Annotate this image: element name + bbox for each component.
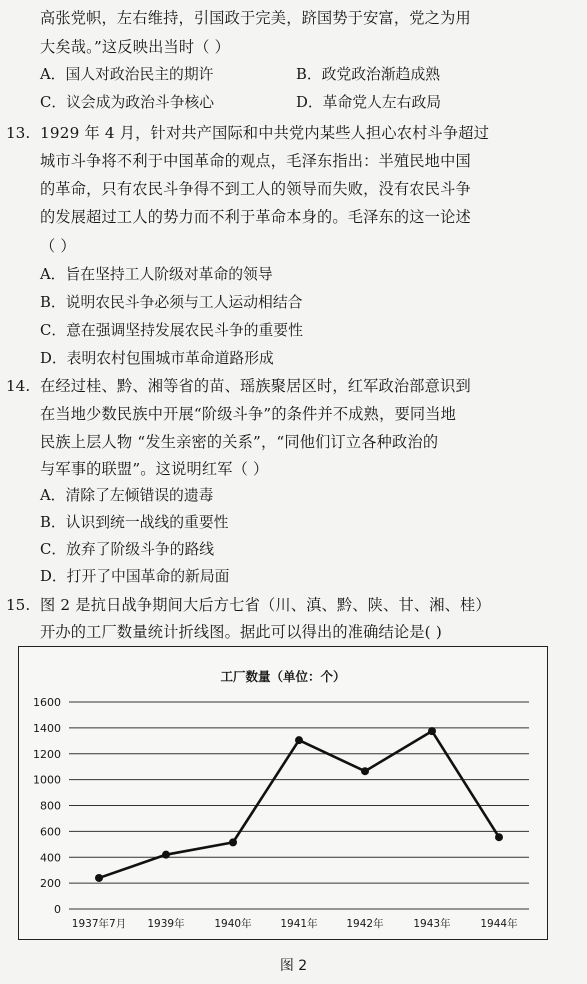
- q15-number: 15.: [6, 596, 31, 614]
- q13-answer-blank: （ ）: [40, 237, 76, 255]
- data-point: [229, 838, 237, 846]
- data-point: [495, 833, 503, 841]
- q13-number: 13.: [6, 124, 31, 142]
- q12-stem-line-2: 大矣哉。”这反映出当时（ ）: [40, 38, 231, 56]
- chart-x-axis-ticks: [72, 917, 518, 930]
- q13-option-d[interactable]: D．表明农村包围城市革命道路形成: [40, 350, 274, 367]
- q13-option-a[interactable]: A．旨在坚持工人阶级对革命的领导: [40, 266, 273, 283]
- q14-stem-line-3: 民族上层人物 “发生亲密的关系”，“同他们订立各种政治的: [40, 433, 439, 451]
- q14-option-b[interactable]: B．认识到统一战线的重要性: [40, 514, 229, 531]
- data-point: [295, 736, 303, 744]
- chart-title: 工厂数量（单位：个）: [220, 669, 346, 684]
- chart-gridlines: [69, 702, 529, 909]
- q13-option-c[interactable]: C．意在强调坚持发展农民斗争的重要性: [40, 322, 303, 339]
- q12-stem-line-1: 高张党帜，左右维持，引国政于完美，跻国势于安富，党之为用: [40, 9, 471, 27]
- y-tick-label: 1200: [33, 747, 61, 761]
- chart-y-axis-ticks: [33, 696, 61, 916]
- y-tick-label: 400: [40, 851, 61, 865]
- q14-option-d[interactable]: D．打开了中国革命的新局面: [40, 568, 230, 585]
- data-point: [361, 767, 369, 775]
- q14-stem-line-1: 在经过桂、黔、湘等省的苗、瑶族聚居区时，红军政治部意识到: [40, 377, 471, 395]
- q12-option-a[interactable]: A．国人对政治民主的期许: [40, 66, 214, 83]
- y-tick-label: 600: [40, 825, 61, 839]
- factory-count-chart: [18, 646, 548, 940]
- q14-number: 14.: [6, 377, 31, 395]
- x-tick-label: 1939年: [147, 918, 185, 930]
- y-tick-label: 1600: [33, 696, 61, 709]
- q14-stem-line-4: 与军事的联盟”。这说明红军（ ）: [40, 460, 269, 478]
- y-tick-label: 0: [54, 903, 61, 916]
- q14-option-a[interactable]: A．清除了左倾错误的遗毒: [40, 487, 214, 504]
- q14-option-c[interactable]: C．放弃了阶级斗争的路线: [40, 541, 215, 558]
- q13-option-b[interactable]: B．说明农民斗争必须与工人运动相结合: [40, 294, 303, 311]
- q12-option-d[interactable]: D．革命党人左右政局: [296, 94, 442, 111]
- chart-series: [95, 727, 503, 882]
- y-tick-label: 200: [40, 877, 61, 891]
- data-point: [428, 727, 436, 735]
- q13-stem-line-3: 的革命，只有农民斗争得不到工人的领导而失败，没有农民斗争: [40, 180, 471, 198]
- data-point: [162, 851, 170, 859]
- q12-option-c[interactable]: C．议会成为政治斗争核心: [40, 94, 215, 111]
- q14-stem-line-2: 在当地少数民族中开展“阶级斗争”的条件并不成熟，要同当地: [40, 405, 457, 423]
- x-tick-label: 1942年: [346, 918, 384, 930]
- x-tick-label: 1944年: [480, 918, 518, 930]
- q13-stem-line-1: 1929 年 4 月，针对共产国际和中共党内某些人担心农村斗争超过: [40, 124, 490, 142]
- y-tick-label: 800: [40, 799, 61, 813]
- q13-stem-line-2: 城市斗争将不利于中国革命的观点，毛泽东指出：半殖民地中国: [40, 152, 471, 170]
- chart-canvas: [19, 647, 547, 939]
- data-point: [95, 874, 103, 882]
- y-tick-label: 1000: [33, 773, 61, 787]
- q12-option-b[interactable]: B．政党政治渐趋成熟: [296, 66, 441, 83]
- x-tick-label: 1940年: [214, 918, 252, 930]
- x-tick-label: 1937年7月: [71, 918, 127, 930]
- y-tick-label: 1400: [33, 721, 61, 735]
- q15-stem-line-1: 图 2 是抗日战争期间大后方七省（川、滇、黔、陕、甘、湘、桂）: [40, 596, 491, 614]
- series-line: [99, 731, 499, 878]
- q15-stem-line-2: 开办的工厂数量统计折线图。据此可以得出的准确结论是( ): [40, 623, 442, 641]
- q13-stem-line-4: 的发展超过工人的势力而不利于革命本身的。毛泽东的这一论述: [40, 208, 471, 226]
- x-tick-label: 1941年: [280, 918, 318, 930]
- x-tick-label: 1943年: [413, 918, 451, 930]
- figure-caption: 图 2: [279, 958, 308, 974]
